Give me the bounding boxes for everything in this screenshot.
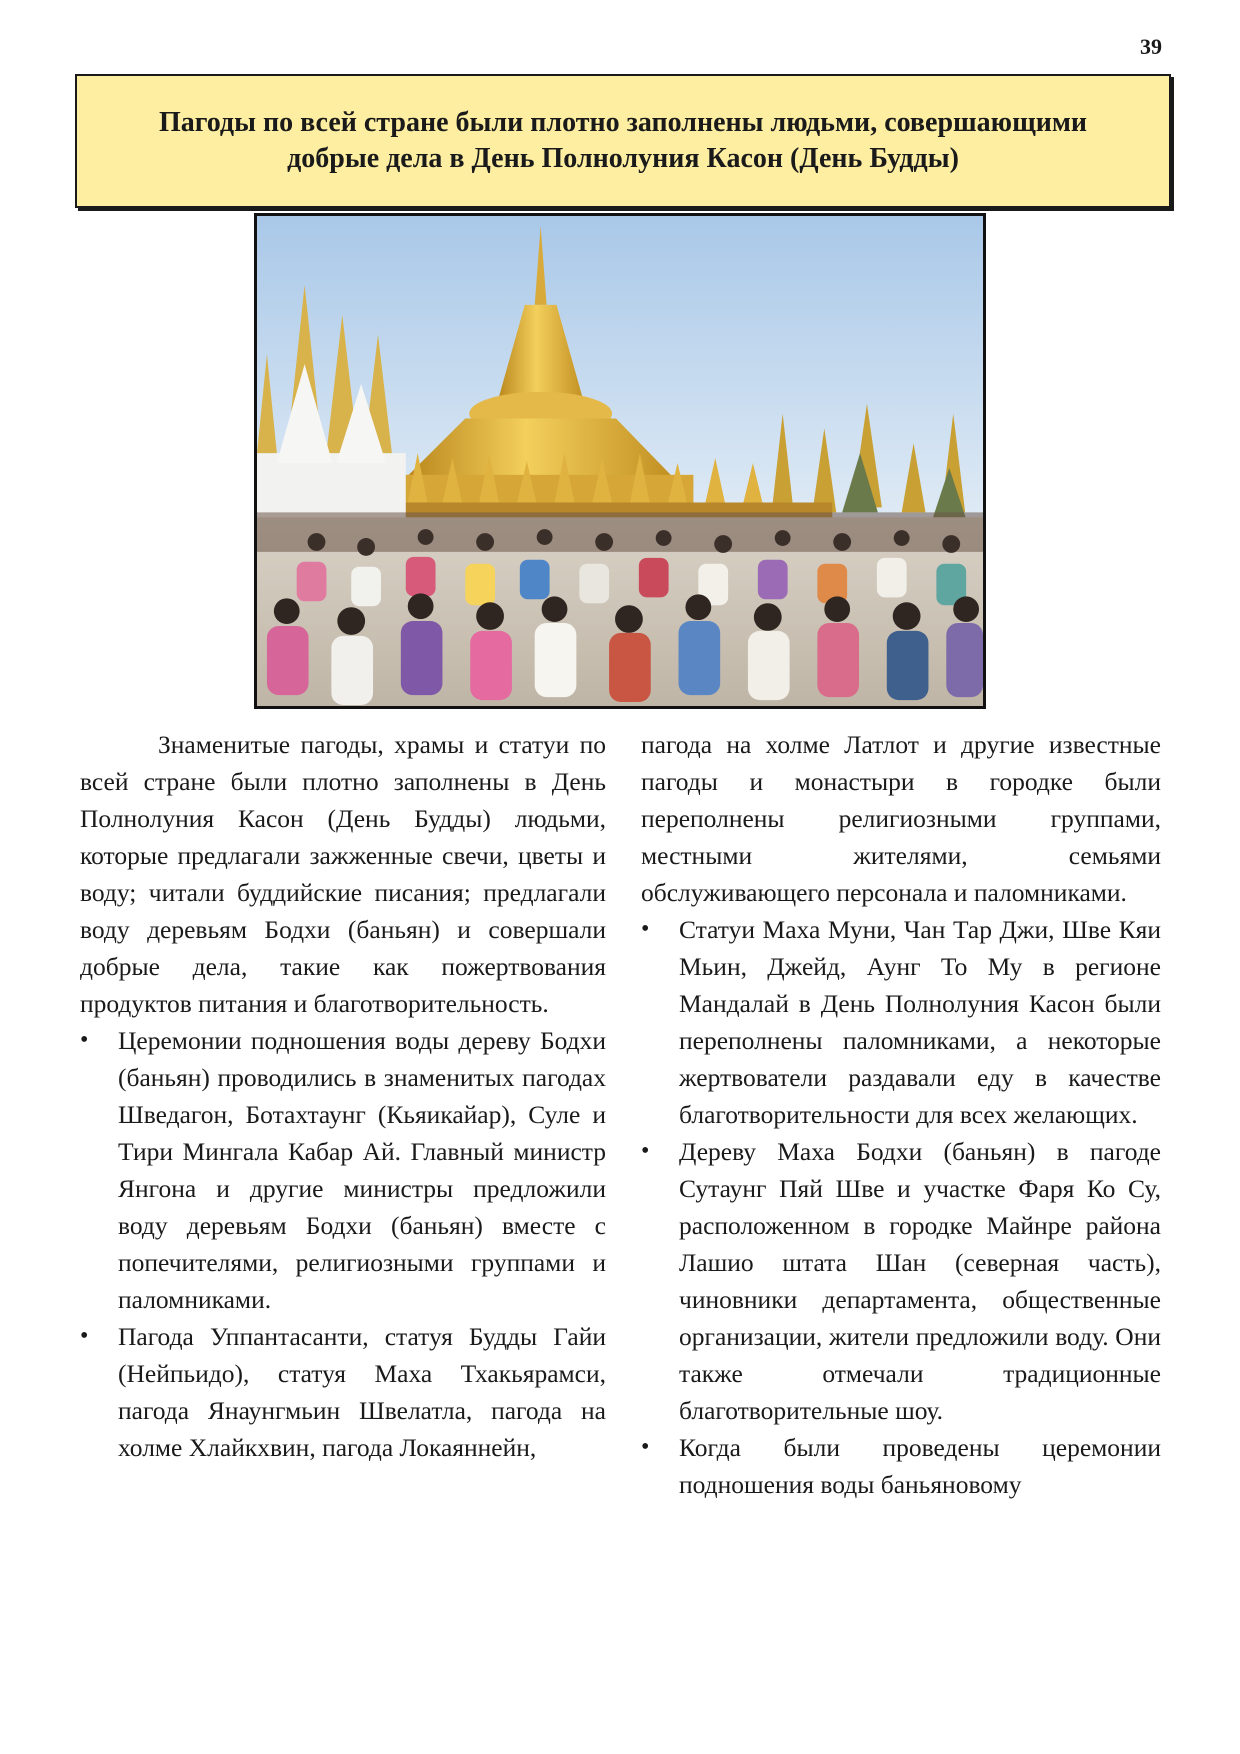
article-title-line-1: Пагоды по всей стране были плотно заполнены людьми, совершающими: [158, 107, 1088, 138]
bullet-item: • Статуи Маха Муни, Чан Тар Джи, Шве Кяи Мьин, Джейд, Аунг То Му в регионе Мандалай в День Полнолуния Касон были переполнены паломниками, а некоторые жертвователи раздавали еду в качестве благотворительности для всех желающих.: [641, 911, 1161, 1133]
article-title-line-2: добрые дела в День Полнолуния Касон (День Будды): [287, 143, 959, 174]
bullet-item: • Когда были проведены церемонии подношения воды баньяновому: [641, 1429, 1161, 1503]
bullet-item: • Церемонии подношения воды дереву Бодхи (баньян) проводились в знаменитых пагодах Шведагон, Ботахтаунг (Кьяикайар), Суле и Тири Мингала Кабар Ай. Главный министр Янгона и другие министры предложили воду деревьям Бодхи (баньян) вместе с попечителями, религиозными группами и паломниками.: [80, 1022, 606, 1318]
page-number: 39: [1140, 34, 1162, 59]
right-column: [641, 726, 1161, 1503]
left-column: [80, 726, 606, 1466]
article-title-box: [75, 74, 1171, 208]
right-bullet-list: [641, 911, 1161, 1503]
continued-paragraph: пагода на холме Латлот и другие известные пагоды и монастыри в городке были переполнены религиозными группами, местными жителями, семьями обслуживающего персонала и паломниками.: [641, 730, 1161, 907]
shwedagon-pagoda-crowd-photo: [257, 216, 983, 706]
bullet-item: • Дереву Маха Бодхи (баньян) в пагоде Сутаунг Пяй Шве и участке Фаря Ко Су, расположенном в городке Майнре района Лашио штата Шан (северная часть), чиновники департамента, общественные организации, жители предложили воду. Они также отмечали традиционные благотворительные шоу.: [641, 1133, 1161, 1429]
intro-paragraph: Знаменитые пагоды, храмы и статуи по всей стране были плотно заполнены в День Полнолуния Касон (День Будды) людьми, которые предлагали зажженные свечи, цветы и воду; читали буддийские писания; предлагали воду деревьям Бодхи (баньян) и совершали добрые дела, такие как пожертвования продуктов питания и благотворительность.: [80, 730, 606, 1018]
bullet-item: • Пагода Уппантасанти, статуя Будды Гайи (Нейпьидо), статуя Маха Тхакьярамси, пагода Янаунгмьин Швелатла, пагода на холме Хлайкхвин, пагода Локаяннейн,: [80, 1318, 606, 1466]
pagoda-photo: [254, 213, 986, 709]
left-bullet-list: [80, 1022, 606, 1466]
